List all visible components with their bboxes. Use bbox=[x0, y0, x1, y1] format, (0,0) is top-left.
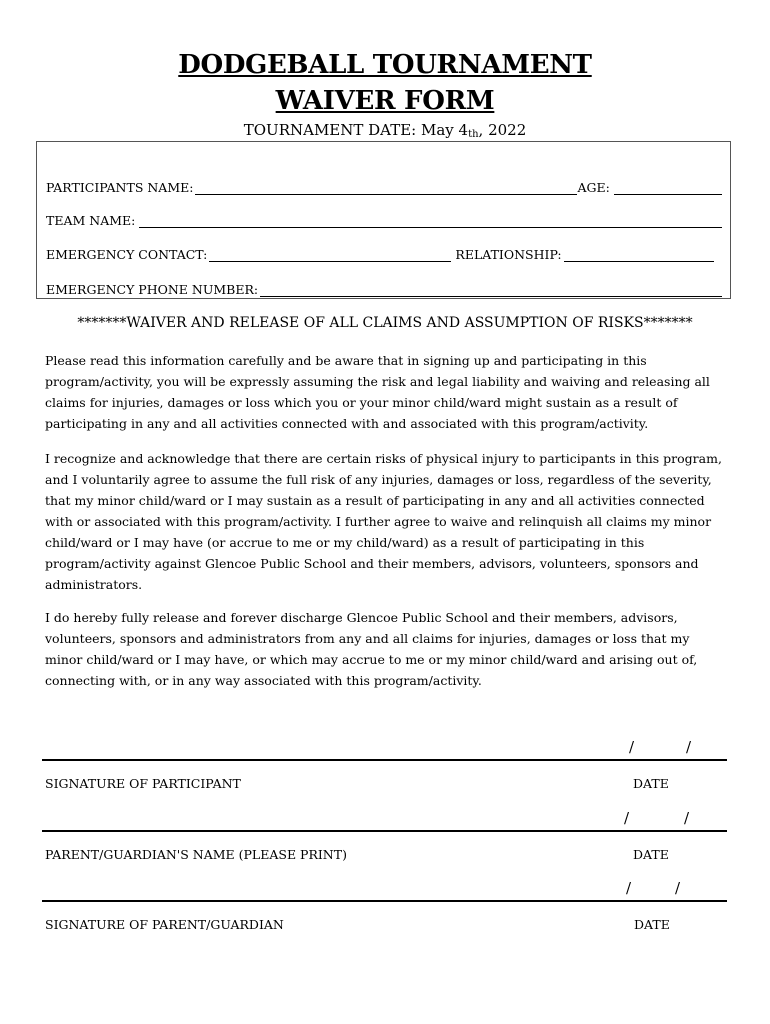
emergency-phone-label: EMERGENCY PHONE NUMBER: bbox=[46, 282, 259, 297]
emergency-phone-field[interactable] bbox=[260, 282, 722, 297]
guardian-signature-line[interactable] bbox=[42, 900, 727, 902]
date-slash: / bbox=[675, 879, 681, 897]
emergency-contact-field[interactable] bbox=[209, 247, 451, 262]
age-label: AGE: bbox=[577, 180, 610, 195]
participant-info-box bbox=[36, 141, 731, 299]
tournament-date bbox=[0, 121, 770, 140]
team-name-label: TEAM NAME: bbox=[46, 213, 136, 228]
team-name-row bbox=[46, 208, 722, 228]
waiver-paragraph-3: I do hereby fully release and forever discharge Glencoe Public School and their members, advisors, volunteers, sponsors and administrators from any and all claims for injuries, damages or loss that my minor child/ward or I may have, or which may accrue to me or my minor child/ward and arising out of, connecting with, or in any way associated with this program/activity. bbox=[45, 610, 698, 688]
emergency-contact-label: EMERGENCY CONTACT: bbox=[46, 247, 208, 262]
form-title-line-2: WAIVER FORM bbox=[275, 86, 495, 116]
waiver-paragraph-1: Please read this information carefully and be aware that in signing up and participating in this program/activity, you will be expressly assuming the risk and legal liability and waiving and releasing all claims for injuries, damages or loss which you or your minor child/ward might sustain as a result of participating in any and all activities connected with and associated with this program/activity. bbox=[45, 353, 710, 431]
participant-signature-line[interactable] bbox=[42, 759, 727, 761]
tournament-year: , 2022 bbox=[478, 121, 527, 139]
participant-name-field[interactable] bbox=[195, 180, 577, 195]
participant-name-label: PARTICIPANTS NAME: bbox=[46, 180, 194, 195]
team-name-field[interactable] bbox=[139, 213, 722, 228]
tournament-date-text: TOURNAMENT DATE: May 4 bbox=[243, 121, 469, 139]
date-slash: / bbox=[624, 809, 630, 827]
date-slash: / bbox=[684, 809, 690, 827]
participant-name-row bbox=[46, 175, 722, 195]
date-slash: / bbox=[629, 738, 635, 756]
guardian-signature-label: SIGNATURE OF PARENT/GUARDIAN bbox=[45, 917, 284, 932]
date-label: DATE bbox=[634, 917, 670, 932]
emergency-phone-row bbox=[46, 277, 722, 297]
waiver-heading: *******WAIVER AND RELEASE OF ALL CLAIMS AND ASSUMPTION OF RISKS******* bbox=[77, 315, 693, 331]
form-title-line-1: DODGEBALL TOURNAMENT bbox=[178, 50, 592, 80]
guardian-name-line[interactable] bbox=[42, 830, 727, 832]
relationship-label: RELATIONSHIP: bbox=[455, 247, 562, 262]
date-ordinal-suffix: th bbox=[468, 129, 479, 140]
emergency-contact-row bbox=[46, 242, 722, 262]
age-field[interactable] bbox=[614, 180, 722, 195]
date-label: DATE bbox=[633, 776, 669, 791]
waiver-paragraph-2: I recognize and acknowledge that there are certain risks of physical injury to participants in this program, and I voluntarily agree to assume the full risk of any injuries, damages or loss, regardless of the severity, that my minor child/ward or I may sustain as a result of participating in any and all activities connected with or associated with this program/activity. I further agree to waive and relinquish all claims my minor child/ward or I may have (or accrue to me or my child/ward) as a result of participating in this program/activity against Glencoe Public School and their members, advisors, volunteers, sponsors and administrators. bbox=[45, 451, 722, 592]
date-slash: / bbox=[626, 879, 632, 897]
relationship-field[interactable] bbox=[564, 247, 714, 262]
date-slash: / bbox=[686, 738, 692, 756]
date-label: DATE bbox=[633, 847, 669, 862]
participant-signature-label: SIGNATURE OF PARTICIPANT bbox=[45, 776, 241, 791]
guardian-name-label: PARENT/GUARDIAN'S NAME (PLEASE PRINT) bbox=[45, 847, 347, 862]
